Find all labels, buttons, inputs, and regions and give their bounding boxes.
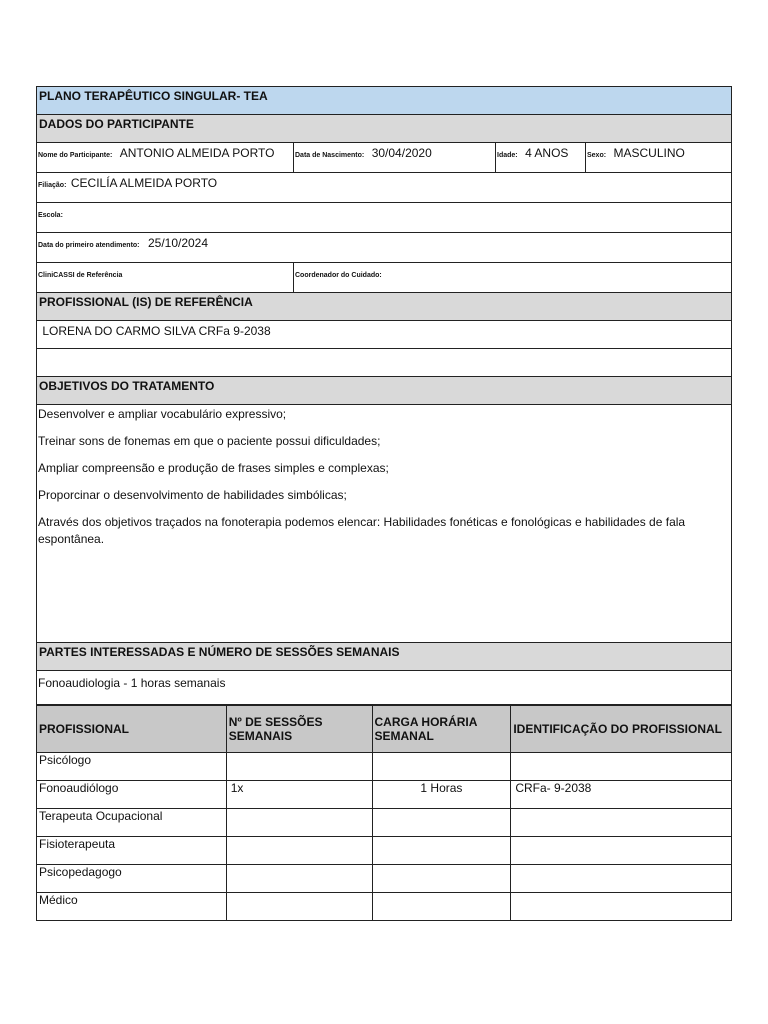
section-profissionais	[36, 293, 732, 321]
table-cell	[372, 809, 511, 837]
table-cell: CRFa- 9-2038	[511, 781, 732, 809]
document	[36, 86, 732, 921]
table-cell: Terapeuta Ocupacional	[37, 809, 227, 837]
section-title-objetivos: OBJETIVOS DO TRATAMENTO	[39, 379, 215, 393]
document-title: PLANO TERAPÊUTICO SINGULAR- TEA	[39, 89, 268, 103]
section-participante	[36, 115, 732, 143]
objetivo-item: Desenvolver e ampliar vocabulário expressivo;	[38, 407, 287, 421]
label-nascimento: Data de Nascimento:	[295, 152, 365, 159]
table-cell: Psicopedagogo	[37, 865, 227, 893]
table-row	[37, 865, 732, 893]
label-sexo: Sexo:	[587, 152, 607, 159]
table-cell: Médico	[37, 893, 227, 921]
value-primeiro-atendimento: 25/10/2024	[147, 236, 209, 250]
row-filiacao	[36, 173, 732, 203]
table-cell: Psicólogo	[37, 753, 227, 781]
objetivo-item: Treinar sons de fonemas em que o paciente possui dificuldades;	[38, 434, 381, 448]
label-nome: Nome do Participante:	[38, 152, 113, 159]
table-header-row	[37, 706, 732, 753]
label-clinicassi: CliniCASSI de Referência	[38, 272, 123, 279]
row-escola	[36, 203, 732, 233]
value-sexo: MASCULINO	[613, 146, 685, 160]
table-cell	[226, 865, 372, 893]
document-title-row	[36, 86, 732, 115]
row-primeiro-atendimento	[36, 233, 732, 263]
table-cell	[511, 893, 732, 921]
field-nascimento	[293, 143, 495, 172]
row-clinica-coordenador	[36, 263, 732, 293]
value-filiacao: CECILÍA ALMEIDA PORTO	[70, 176, 218, 190]
column-header: CARGA HORÁRIA SEMANAL	[372, 706, 511, 753]
objetivo-item: Através dos objetivos traçados na fonoterapia podemos elencar: Habilidades fonéticas e fonológicas e habilidades de fala espontânea.	[38, 515, 686, 546]
table-cell	[511, 753, 732, 781]
label-escola: Escola:	[38, 212, 63, 219]
column-header: Nº DE SESSÕES SEMANAIS	[226, 706, 372, 753]
section-partes	[36, 643, 732, 671]
section-title-participante: DADOS DO PARTICIPANTE	[39, 117, 194, 131]
table-cell: 1 Horas	[372, 781, 511, 809]
objetivos-list	[36, 405, 732, 643]
table-row	[37, 753, 732, 781]
objetivo-item: Ampliar compreensão e produção de frases simples e complexas;	[38, 461, 389, 475]
label-coordenador: Coordenador do Cuidado:	[295, 272, 382, 279]
table-row	[37, 837, 732, 865]
value-nascimento: 30/04/2020	[371, 146, 432, 160]
value-profissional-referencia: LORENA DO CARMO SILVA CRFa 9-2038	[39, 324, 271, 338]
table-cell	[511, 809, 732, 837]
field-sexo	[585, 143, 731, 172]
table-cell	[226, 837, 372, 865]
sessions-table	[36, 705, 732, 921]
field-nome	[37, 143, 293, 172]
row-profissional-referencia	[36, 321, 732, 349]
table-row	[37, 809, 732, 837]
section-title-partes: PARTES INTERESSADAS E NÚMERO DE SESSÕES SEMANAIS	[39, 645, 400, 659]
section-title-profissionais: PROFISSIONAL (IS) DE REFERÊNCIA	[39, 295, 253, 309]
label-filiacao: Filiação:	[38, 182, 67, 189]
objetivo-item: Proporcinar o desenvolvimento de habilidades simbólicas;	[38, 488, 347, 502]
row-nome-nascimento	[36, 143, 732, 173]
column-header: IDENTIFICAÇÃO DO PROFISSIONAL	[511, 706, 732, 753]
table-cell: 1x	[226, 781, 372, 809]
table-cell	[372, 837, 511, 865]
table-cell	[226, 753, 372, 781]
row-empty	[36, 349, 732, 377]
value-idade: 4 ANOS	[525, 146, 569, 160]
label-primeiro-atendimento: Data do primeiro atendimento:	[38, 242, 140, 249]
table-cell	[511, 837, 732, 865]
table-cell	[372, 753, 511, 781]
table-cell	[226, 893, 372, 921]
field-coordenador	[293, 263, 731, 292]
section-objetivos	[36, 377, 732, 405]
row-partes-summary	[36, 671, 732, 705]
table-cell	[372, 893, 511, 921]
value-partes-summary: Fonoaudiologia - 1 horas semanais	[38, 676, 226, 690]
column-header: PROFISSIONAL	[37, 706, 227, 753]
table-cell	[511, 865, 732, 893]
table-row	[37, 781, 732, 809]
table-cell	[226, 809, 372, 837]
value-nome: ANTONIO ALMEIDA PORTO	[119, 146, 275, 160]
field-clinicassi	[37, 263, 293, 292]
table-cell	[372, 865, 511, 893]
table-cell: Fonoaudiólogo	[37, 781, 227, 809]
table-row	[37, 893, 732, 921]
field-idade	[495, 143, 585, 172]
label-idade: Idade:	[497, 152, 518, 159]
table-cell: Fisioterapeuta	[37, 837, 227, 865]
